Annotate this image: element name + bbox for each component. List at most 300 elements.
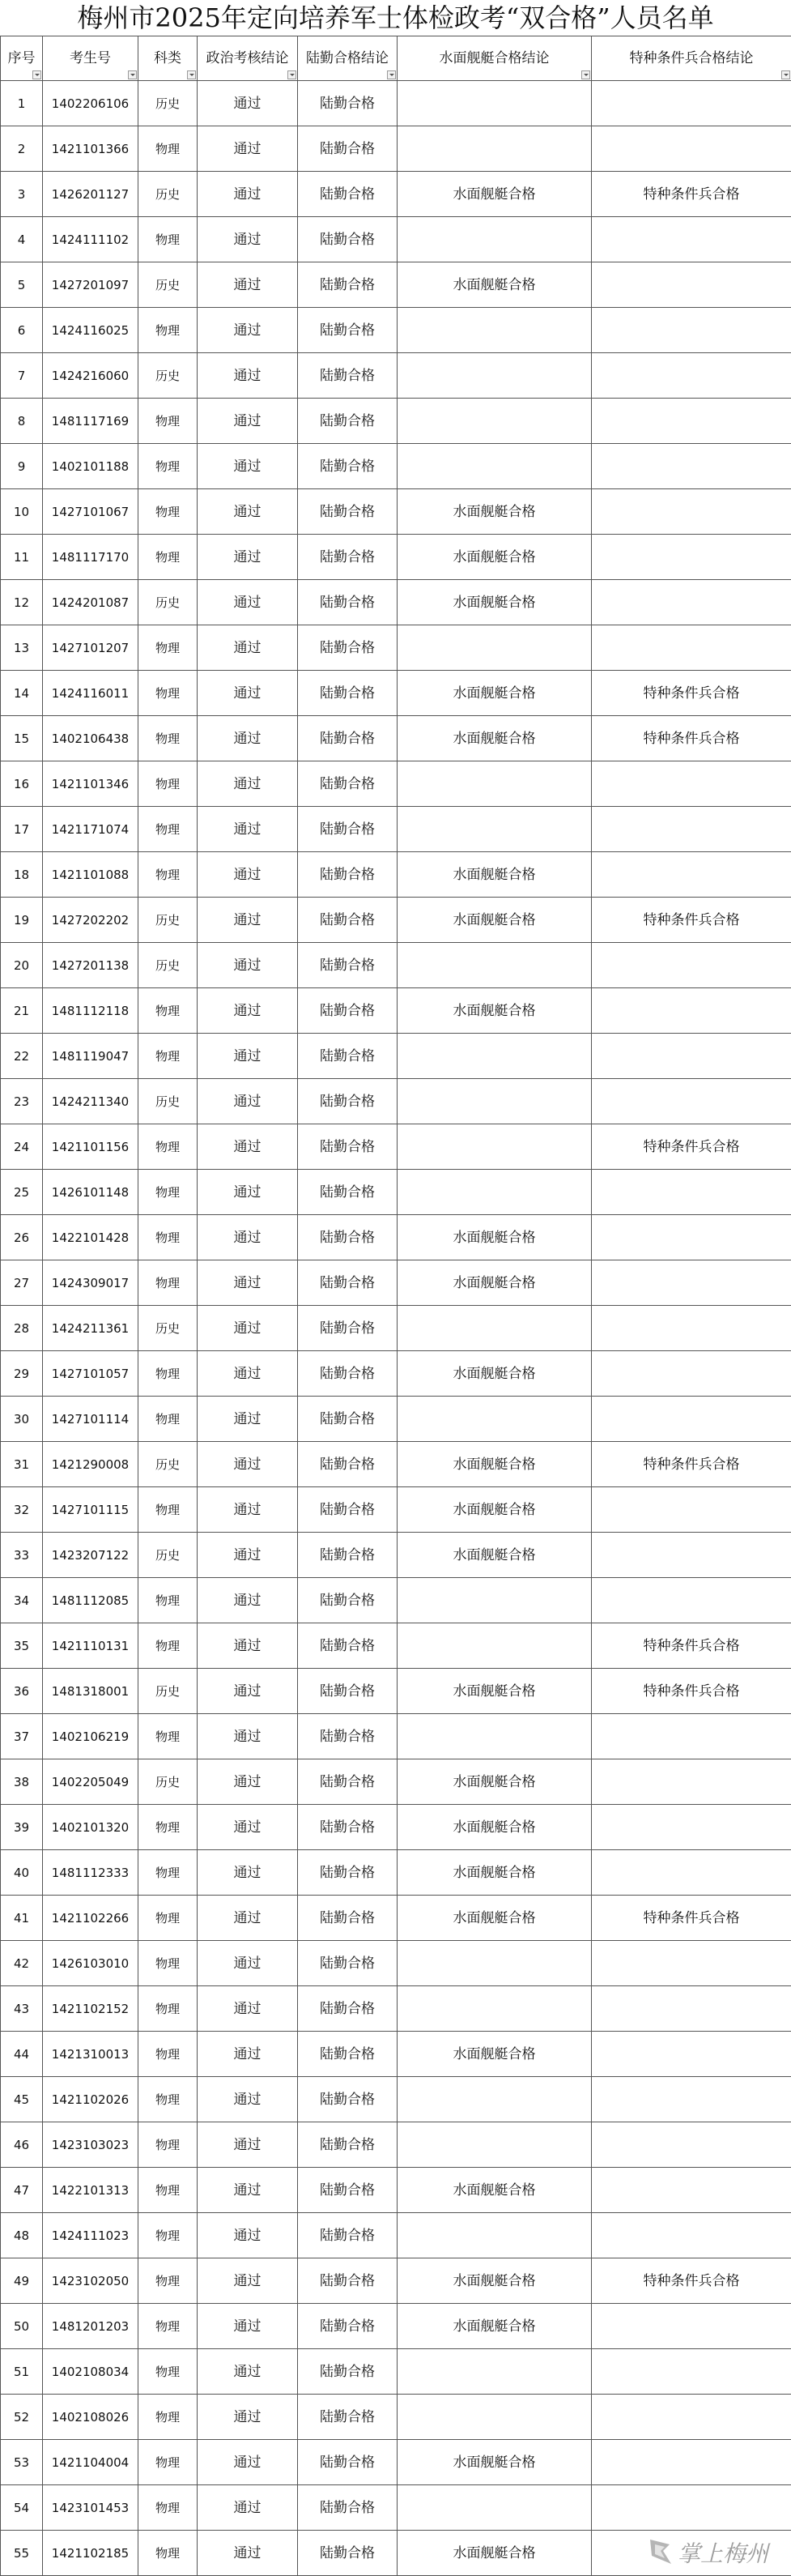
cell-special-soldier-result (592, 535, 791, 580)
cell-political-result: 通过 (198, 1124, 298, 1170)
cell-serial-number: 4 (1, 217, 43, 262)
cell-serial-number: 35 (1, 1623, 43, 1669)
cell-special-soldier-result (592, 1941, 791, 1986)
cell-surface-ship-result (398, 2395, 592, 2440)
cell-surface-ship-result: 水面舰艇合格 (398, 172, 592, 217)
cell-surface-ship-result (398, 308, 592, 353)
cell-special-soldier-result (592, 2440, 791, 2485)
cell-exam-id: 1423102050 (43, 2258, 138, 2304)
cell-surface-ship-result (398, 2213, 592, 2258)
cell-serial-number: 5 (1, 262, 43, 308)
cell-serial-number: 15 (1, 716, 43, 761)
cell-surface-ship-result: 水面舰艇合格 (398, 1215, 592, 1260)
table-row (1, 1079, 791, 1124)
cell-exam-id: 1481112118 (43, 988, 138, 1034)
table-row (1, 1306, 791, 1351)
cell-special-soldier-result (592, 81, 791, 126)
cell-surface-ship-result (398, 1623, 592, 1669)
cell-land-result: 陆勤合格 (298, 2122, 398, 2168)
cell-serial-number: 43 (1, 1986, 43, 2032)
cell-serial-number: 16 (1, 761, 43, 807)
cell-political-result: 通过 (198, 625, 298, 671)
cell-subject: 物理 (138, 2213, 198, 2258)
cell-subject: 历史 (138, 81, 198, 126)
cell-special-soldier-result (592, 1260, 791, 1306)
cell-special-soldier-result (592, 489, 791, 535)
cell-exam-id: 1422101428 (43, 1215, 138, 1260)
cell-surface-ship-result (398, 1714, 592, 1759)
cell-land-result: 陆勤合格 (298, 671, 398, 716)
cell-exam-id: 1423103023 (43, 2122, 138, 2168)
table-row (1, 444, 791, 489)
cell-exam-id: 1424216060 (43, 353, 138, 399)
cell-subject: 物理 (138, 625, 198, 671)
header-cell-subject: 科类 (138, 36, 198, 81)
cell-political-result: 通过 (198, 353, 298, 399)
cell-serial-number: 38 (1, 1759, 43, 1805)
cell-surface-ship-result (398, 1397, 592, 1442)
cell-political-result: 通过 (198, 1215, 298, 1260)
cell-exam-id: 1424116011 (43, 671, 138, 716)
cell-special-soldier-result (592, 1034, 791, 1079)
cell-subject: 物理 (138, 1850, 198, 1896)
table-row (1, 2440, 791, 2485)
cell-special-soldier-result: 特种条件兵合格 (592, 1442, 791, 1487)
cell-subject: 物理 (138, 2531, 198, 2576)
cell-special-soldier-result: 特种条件兵合格 (592, 1896, 791, 1941)
cell-subject: 物理 (138, 807, 198, 852)
cell-political-result: 通过 (198, 1986, 298, 2032)
cell-exam-id: 1481119047 (43, 1034, 138, 1079)
cell-political-result: 通过 (198, 1079, 298, 1124)
table-row (1, 2258, 791, 2304)
table-row (1, 2122, 791, 2168)
cell-political-result: 通过 (198, 81, 298, 126)
cell-surface-ship-result: 水面舰艇合格 (398, 262, 592, 308)
cell-land-result: 陆勤合格 (298, 2349, 398, 2395)
cell-exam-id: 1421102026 (43, 2077, 138, 2122)
cell-serial-number: 55 (1, 2531, 43, 2576)
table-row (1, 1896, 791, 1941)
cell-special-soldier-result (592, 852, 791, 898)
cell-special-soldier-result (592, 761, 791, 807)
cell-subject: 历史 (138, 943, 198, 988)
cell-exam-id: 1427101067 (43, 489, 138, 535)
cell-exam-id: 1402108026 (43, 2395, 138, 2440)
cell-exam-id: 1481201203 (43, 2304, 138, 2349)
cell-surface-ship-result: 水面舰艇合格 (398, 2440, 592, 2485)
cell-exam-id: 1427101114 (43, 1397, 138, 1442)
cell-serial-number: 14 (1, 671, 43, 716)
cell-serial-number: 39 (1, 1805, 43, 1850)
cell-special-soldier-result (592, 217, 791, 262)
cell-exam-id: 1421102266 (43, 1896, 138, 1941)
cell-exam-id: 1426101148 (43, 1170, 138, 1215)
cell-surface-ship-result: 水面舰艇合格 (398, 988, 592, 1034)
cell-subject: 物理 (138, 761, 198, 807)
table-row (1, 1215, 791, 1260)
table-row (1, 2304, 791, 2349)
cell-exam-id: 1427201097 (43, 262, 138, 308)
cell-exam-id: 1402106438 (43, 716, 138, 761)
cell-political-result: 通过 (198, 2395, 298, 2440)
cell-land-result: 陆勤合格 (298, 2258, 398, 2304)
cell-surface-ship-result: 水面舰艇合格 (398, 716, 592, 761)
cell-land-result: 陆勤合格 (298, 1941, 398, 1986)
cell-surface-ship-result (398, 1079, 592, 1124)
cell-special-soldier-result (592, 1215, 791, 1260)
cell-subject: 物理 (138, 1714, 198, 1759)
cell-land-result: 陆勤合格 (298, 217, 398, 262)
cell-exam-id: 1424309017 (43, 1260, 138, 1306)
cell-political-result: 通过 (198, 580, 298, 625)
cell-land-result: 陆勤合格 (298, 444, 398, 489)
cell-subject: 历史 (138, 1533, 198, 1578)
cell-serial-number: 27 (1, 1260, 43, 1306)
cell-political-result: 通过 (198, 1170, 298, 1215)
filter-dropdown-icon[interactable] (781, 70, 790, 79)
cell-serial-number: 25 (1, 1170, 43, 1215)
cell-special-soldier-result (592, 353, 791, 399)
cell-subject: 物理 (138, 2168, 198, 2213)
cell-subject: 物理 (138, 126, 198, 172)
table-row (1, 1351, 791, 1397)
cell-exam-id: 1421101346 (43, 761, 138, 807)
cell-special-soldier-result (592, 625, 791, 671)
cell-subject: 物理 (138, 2077, 198, 2122)
cell-land-result: 陆勤合格 (298, 580, 398, 625)
cell-subject: 物理 (138, 1487, 198, 1533)
cell-special-soldier-result (592, 943, 791, 988)
filter-dropdown-icon[interactable] (581, 70, 590, 79)
cell-serial-number: 32 (1, 1487, 43, 1533)
cell-political-result: 通过 (198, 2531, 298, 2576)
cell-political-result: 通过 (198, 716, 298, 761)
cell-serial-number: 6 (1, 308, 43, 353)
table-row (1, 1805, 791, 1850)
cell-land-result: 陆勤合格 (298, 2304, 398, 2349)
cell-serial-number: 11 (1, 535, 43, 580)
cell-land-result: 陆勤合格 (298, 2168, 398, 2213)
table-row (1, 625, 791, 671)
table-row (1, 2349, 791, 2395)
filter-dropdown-icon[interactable] (128, 70, 137, 79)
cell-surface-ship-result: 水面舰艇合格 (398, 580, 592, 625)
cell-political-result: 通过 (198, 2032, 298, 2077)
table-row (1, 2485, 791, 2531)
cell-surface-ship-result (398, 399, 592, 444)
cell-serial-number: 53 (1, 2440, 43, 2485)
cell-political-result: 通过 (198, 1034, 298, 1079)
cell-land-result: 陆勤合格 (298, 2440, 398, 2485)
cell-land-result: 陆勤合格 (298, 1669, 398, 1714)
cell-political-result: 通过 (198, 807, 298, 852)
cell-exam-id: 1402101188 (43, 444, 138, 489)
cell-serial-number: 52 (1, 2395, 43, 2440)
cell-serial-number: 12 (1, 580, 43, 625)
cell-land-result: 陆勤合格 (298, 535, 398, 580)
cell-surface-ship-result (398, 2122, 592, 2168)
cell-subject: 历史 (138, 1079, 198, 1124)
cell-political-result: 通过 (198, 1578, 298, 1623)
cell-land-result: 陆勤合格 (298, 1986, 398, 2032)
cell-land-result: 陆勤合格 (298, 308, 398, 353)
cell-land-result: 陆勤合格 (298, 1215, 398, 1260)
cell-surface-ship-result: 水面舰艇合格 (398, 671, 592, 716)
header-cell-political: 政治考核结论 (198, 36, 298, 81)
cell-surface-ship-result: 水面舰艇合格 (398, 1759, 592, 1805)
cell-subject: 历史 (138, 580, 198, 625)
cell-surface-ship-result (398, 2077, 592, 2122)
cell-political-result: 通过 (198, 1805, 298, 1850)
cell-exam-id: 1481117169 (43, 399, 138, 444)
cell-serial-number: 36 (1, 1669, 43, 1714)
table-row (1, 671, 791, 716)
cell-land-result: 陆勤合格 (298, 716, 398, 761)
filter-dropdown-icon[interactable] (287, 70, 296, 79)
cell-land-result: 陆勤合格 (298, 1079, 398, 1124)
cell-surface-ship-result: 水面舰艇合格 (398, 535, 592, 580)
cell-exam-id: 1421290008 (43, 1442, 138, 1487)
cell-surface-ship-result: 水面舰艇合格 (398, 1487, 592, 1533)
cell-serial-number: 9 (1, 444, 43, 489)
cell-surface-ship-result (398, 2349, 592, 2395)
cell-exam-id: 1421310013 (43, 2032, 138, 2077)
cell-subject: 物理 (138, 1896, 198, 1941)
cell-special-soldier-result: 特种条件兵合格 (592, 1124, 791, 1170)
cell-exam-id: 1402205049 (43, 1759, 138, 1805)
cell-special-soldier-result (592, 444, 791, 489)
cell-serial-number: 46 (1, 2122, 43, 2168)
table-row (1, 262, 791, 308)
cell-surface-ship-result: 水面舰艇合格 (398, 898, 592, 943)
cell-political-result: 通过 (198, 2077, 298, 2122)
cell-subject: 物理 (138, 399, 198, 444)
cell-serial-number: 50 (1, 2304, 43, 2349)
cell-special-soldier-result (592, 1079, 791, 1124)
cell-political-result: 通过 (198, 1487, 298, 1533)
cell-surface-ship-result: 水面舰艇合格 (398, 1533, 592, 1578)
cell-special-soldier-result: 特种条件兵合格 (592, 1623, 791, 1669)
cell-surface-ship-result: 水面舰艇合格 (398, 2304, 592, 2349)
cell-exam-id: 1481112333 (43, 1850, 138, 1896)
cell-serial-number: 26 (1, 1215, 43, 1260)
cell-land-result: 陆勤合格 (298, 2395, 398, 2440)
cell-surface-ship-result (398, 1941, 592, 1986)
cell-subject: 物理 (138, 1578, 198, 1623)
cell-land-result: 陆勤合格 (298, 262, 398, 308)
table-row (1, 81, 791, 126)
filter-dropdown-icon[interactable] (32, 70, 41, 79)
cell-serial-number: 10 (1, 489, 43, 535)
cell-surface-ship-result: 水面舰艇合格 (398, 2258, 592, 2304)
cell-political-result: 通过 (198, 126, 298, 172)
table-row (1, 1260, 791, 1306)
cell-serial-number: 22 (1, 1034, 43, 1079)
cell-subject: 物理 (138, 1986, 198, 2032)
cell-political-result: 通过 (198, 172, 298, 217)
cell-exam-id: 1424201087 (43, 580, 138, 625)
cell-special-soldier-result (592, 807, 791, 852)
cell-special-soldier-result (592, 2122, 791, 2168)
cell-special-soldier-result (592, 308, 791, 353)
cell-exam-id: 1423207122 (43, 1533, 138, 1578)
cell-political-result: 通过 (198, 1260, 298, 1306)
cell-land-result: 陆勤合格 (298, 81, 398, 126)
cell-political-result: 通过 (198, 988, 298, 1034)
cell-subject: 物理 (138, 2304, 198, 2349)
cell-subject: 物理 (138, 2032, 198, 2077)
cell-special-soldier-result: 特种条件兵合格 (592, 2258, 791, 2304)
cell-political-result: 通过 (198, 2258, 298, 2304)
cell-land-result: 陆勤合格 (298, 1759, 398, 1805)
table-row (1, 1170, 791, 1215)
cell-exam-id: 1402101320 (43, 1805, 138, 1850)
cell-land-result: 陆勤合格 (298, 1896, 398, 1941)
cell-land-result: 陆勤合格 (298, 172, 398, 217)
cell-political-result: 通过 (198, 535, 298, 580)
candidate-table (0, 36, 791, 2576)
cell-land-result: 陆勤合格 (298, 1623, 398, 1669)
cell-serial-number: 19 (1, 898, 43, 943)
cell-surface-ship-result (398, 1034, 592, 1079)
cell-surface-ship-result (398, 761, 592, 807)
cell-special-soldier-result (592, 1306, 791, 1351)
page-title: 梅州市2025年定向培养军士体检政考“双合格”人员名单 (0, 0, 791, 36)
cell-special-soldier-result: 特种条件兵合格 (592, 671, 791, 716)
cell-exam-id: 1423101453 (43, 2485, 138, 2531)
cell-political-result: 通过 (198, 2485, 298, 2531)
cell-exam-id: 1427101115 (43, 1487, 138, 1533)
cell-exam-id: 1421101088 (43, 852, 138, 898)
cell-exam-id: 1421101156 (43, 1124, 138, 1170)
table-row (1, 716, 791, 761)
cell-exam-id: 1424111102 (43, 217, 138, 262)
cell-serial-number: 37 (1, 1714, 43, 1759)
watermark-logo (645, 2533, 767, 2570)
cell-surface-ship-result (398, 943, 592, 988)
cell-political-result: 通过 (198, 2349, 298, 2395)
cell-surface-ship-result (398, 1124, 592, 1170)
watermark-text: 掌上梅州 (678, 2536, 768, 2569)
table-row (1, 898, 791, 943)
cell-political-result: 通过 (198, 2304, 298, 2349)
cell-exam-id: 1402206106 (43, 81, 138, 126)
cell-political-result: 通过 (198, 1896, 298, 1941)
cell-land-result: 陆勤合格 (298, 1578, 398, 1623)
cell-serial-number: 30 (1, 1397, 43, 1442)
cell-subject: 历史 (138, 353, 198, 399)
cell-political-result: 通过 (198, 1714, 298, 1759)
cell-land-result: 陆勤合格 (298, 1124, 398, 1170)
cell-exam-id: 1427101057 (43, 1351, 138, 1397)
cell-serial-number: 47 (1, 2168, 43, 2213)
cell-land-result: 陆勤合格 (298, 2213, 398, 2258)
cell-surface-ship-result (398, 1306, 592, 1351)
cell-serial-number: 7 (1, 353, 43, 399)
table-row (1, 353, 791, 399)
cell-land-result: 陆勤合格 (298, 1442, 398, 1487)
cell-surface-ship-result (398, 217, 592, 262)
cell-political-result: 通过 (198, 444, 298, 489)
table-row (1, 308, 791, 353)
cell-subject: 物理 (138, 444, 198, 489)
table-row (1, 1623, 791, 1669)
cell-serial-number: 13 (1, 625, 43, 671)
cell-subject: 物理 (138, 1397, 198, 1442)
cell-surface-ship-result: 水面舰艇合格 (398, 1850, 592, 1896)
filter-dropdown-icon[interactable] (387, 70, 396, 79)
cell-subject: 物理 (138, 1124, 198, 1170)
cell-surface-ship-result (398, 625, 592, 671)
cell-exam-id: 1421104004 (43, 2440, 138, 2485)
table-row (1, 2032, 791, 2077)
cell-serial-number: 34 (1, 1578, 43, 1623)
cell-subject: 物理 (138, 1805, 198, 1850)
cell-surface-ship-result (398, 1578, 592, 1623)
table-row (1, 2213, 791, 2258)
cell-exam-id: 1426103010 (43, 1941, 138, 1986)
cell-exam-id: 1424211361 (43, 1306, 138, 1351)
cell-special-soldier-result: 特种条件兵合格 (592, 172, 791, 217)
cell-serial-number: 2 (1, 126, 43, 172)
cell-exam-id: 1402106219 (43, 1714, 138, 1759)
cell-serial-number: 48 (1, 2213, 43, 2258)
cell-exam-id: 1481117170 (43, 535, 138, 580)
cell-special-soldier-result (592, 2349, 791, 2395)
cell-special-soldier-result (592, 1805, 791, 1850)
cell-serial-number: 21 (1, 988, 43, 1034)
cell-subject: 物理 (138, 1351, 198, 1397)
cell-special-soldier-result (592, 1986, 791, 2032)
cell-land-result: 陆勤合格 (298, 2077, 398, 2122)
cell-subject: 历史 (138, 262, 198, 308)
cell-subject: 物理 (138, 535, 198, 580)
cell-serial-number: 44 (1, 2032, 43, 2077)
cell-land-result: 陆勤合格 (298, 1170, 398, 1215)
cell-subject: 历史 (138, 1442, 198, 1487)
table-row (1, 943, 791, 988)
cell-special-soldier-result (592, 1759, 791, 1805)
cell-exam-id: 1421110131 (43, 1623, 138, 1669)
cell-special-soldier-result (592, 399, 791, 444)
cell-political-result: 通过 (198, 2213, 298, 2258)
cell-special-soldier-result (592, 1487, 791, 1533)
cell-subject: 物理 (138, 671, 198, 716)
cell-surface-ship-result (398, 81, 592, 126)
table-row (1, 489, 791, 535)
cell-surface-ship-result: 水面舰艇合格 (398, 2032, 592, 2077)
cell-land-result: 陆勤合格 (298, 761, 398, 807)
table-row (1, 2168, 791, 2213)
filter-dropdown-icon[interactable] (187, 70, 196, 79)
cell-surface-ship-result (398, 807, 592, 852)
cell-serial-number: 54 (1, 2485, 43, 2531)
cell-exam-id: 1422101313 (43, 2168, 138, 2213)
table-row (1, 807, 791, 852)
cell-special-soldier-result (592, 2485, 791, 2531)
cell-subject: 历史 (138, 898, 198, 943)
cell-land-result: 陆勤合格 (298, 807, 398, 852)
cell-exam-id: 1424116025 (43, 308, 138, 353)
cell-special-soldier-result: 特种条件兵合格 (592, 898, 791, 943)
cell-land-result: 陆勤合格 (298, 1533, 398, 1578)
table-row (1, 1850, 791, 1896)
table-row (1, 1578, 791, 1623)
cell-political-result: 通过 (198, 399, 298, 444)
cell-land-result: 陆勤合格 (298, 2531, 398, 2576)
cell-special-soldier-result (592, 1170, 791, 1215)
